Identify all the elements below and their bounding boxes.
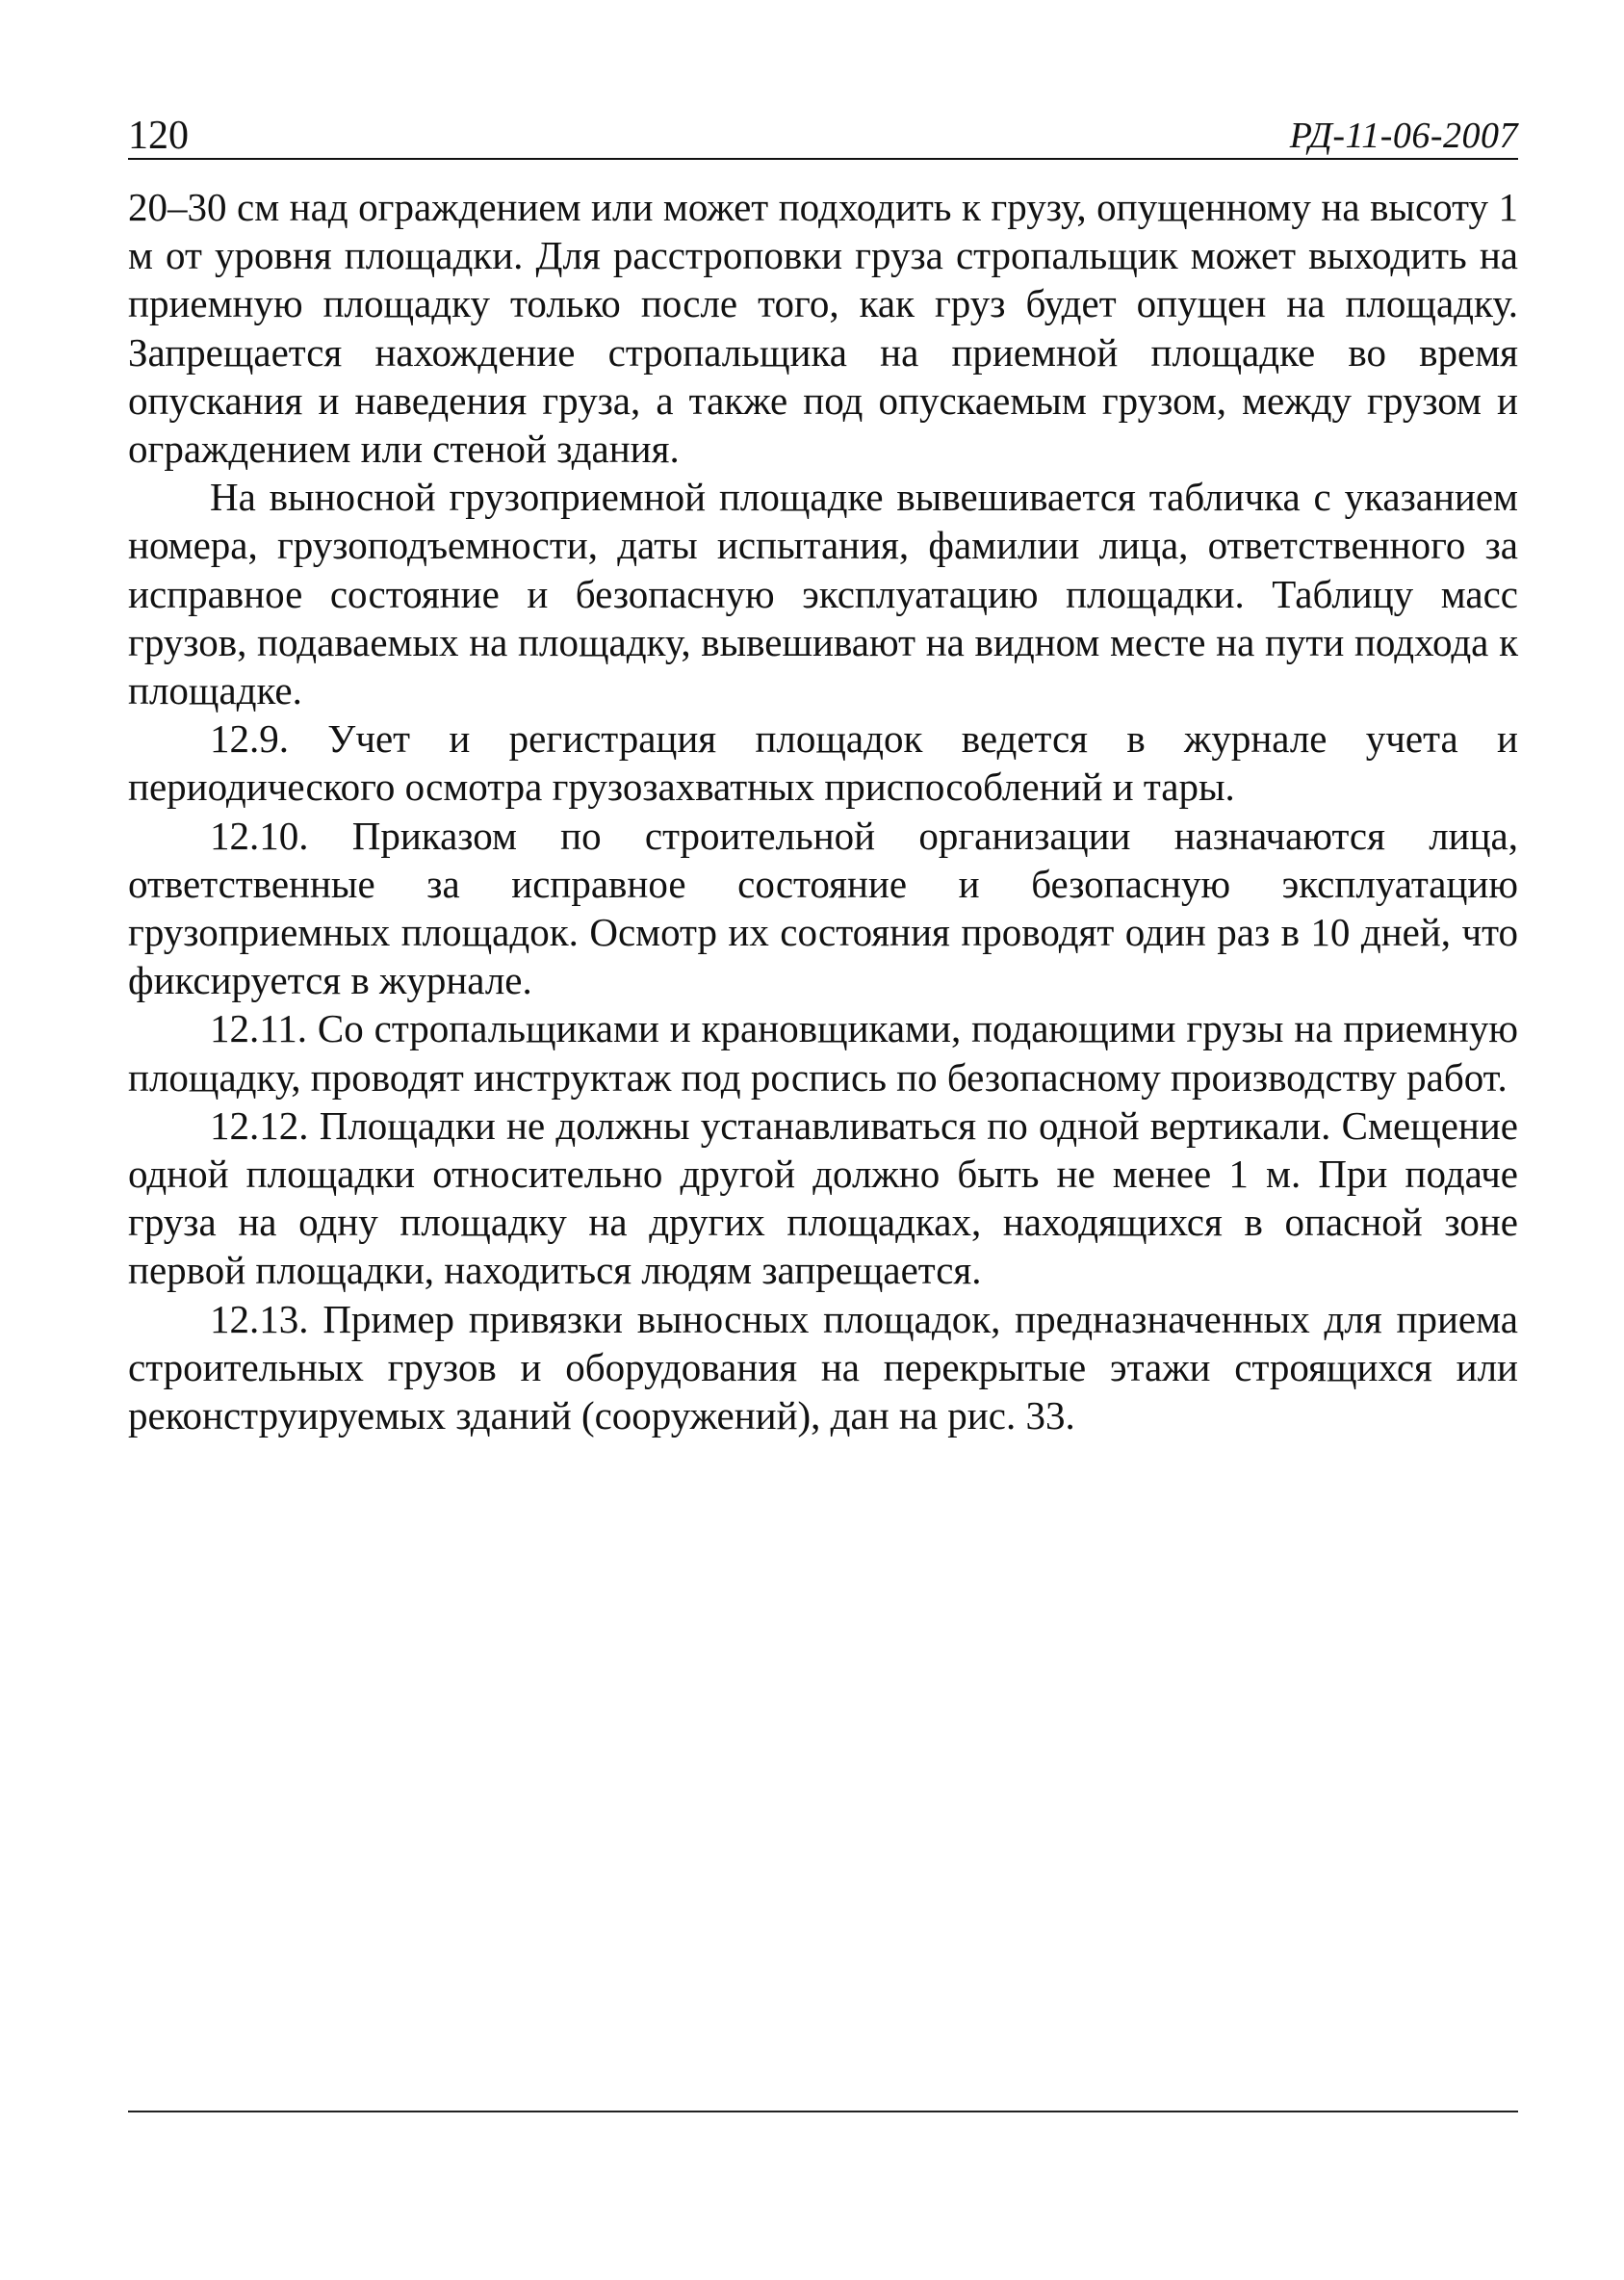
paragraph-12-12: 12.12. Площадки не должны устанавливаться по одной вертикали. Смещение одной площадки относительно другой должно быть не менее 1 м. При подаче груза на одну площадку на других площадках, находящихся в опасной зоне первой площадки, находиться людям запрещается. [128,1102,1518,1293]
paragraph-12-11: 12.11. Со стропальщиками и крановщиками, подающими грузы на приемную площадку, проводят инструктаж под роспись по безопасному производству работ. [128,1006,1518,1100]
paragraph-signboard: На выносной грузоприемной площадке вывешивается табличка с указанием номера, грузоподъемности, даты испытания, фамилии лица, ответственного за исправное состояние и безопасную эксплуатацию площадки. Таблицу масс грузов, подаваемых на площадку, вывешивают на видном месте на пути подхода к площадке. [128,475,1518,713]
paragraph-12-13: 12.13. Пример привязки выносных площадок, предназначенных для приема строительных грузов и оборудования на перекрытые этажи строящихся или реконструируемых зданий (сооружений), дан на рис. 33. [128,1296,1518,1438]
document-code: РД-11-06-2007 [1289,116,1518,156]
paragraph-12-9: 12.9. Учет и регистрация площадок ведется в журнале учета и периодического осмотра грузозахватных приспособлений и тары. [128,716,1518,810]
running-header [128,108,1518,160]
paragraph-12-10: 12.10. Приказом по строительной организации назначаются лица, ответственные за исправное состояние и безопасную эксплуатацию грузоприемных площадок. Осмотр их состояния проводят один раз в 10 дней, что фиксируется в журнале. [128,813,1518,1003]
page-number: 120 [128,114,189,158]
paragraph-continuation: 20–30 см над ограждением или может подходить к грузу, опущенному на высоту 1 м от уровня площадки. Для расстроповки груза стропальщик может выходить на приемную площадку только после того, как груз будет опущен на площадку. Запрещается нахождение стропальщика на приемной площадке во время опускания и наведения груза, а также под опускаемым грузом, между грузом и ограждением или стеной здания. [128,185,1518,472]
bottom-divider [128,2111,1518,2112]
document-body [128,183,1518,1439]
